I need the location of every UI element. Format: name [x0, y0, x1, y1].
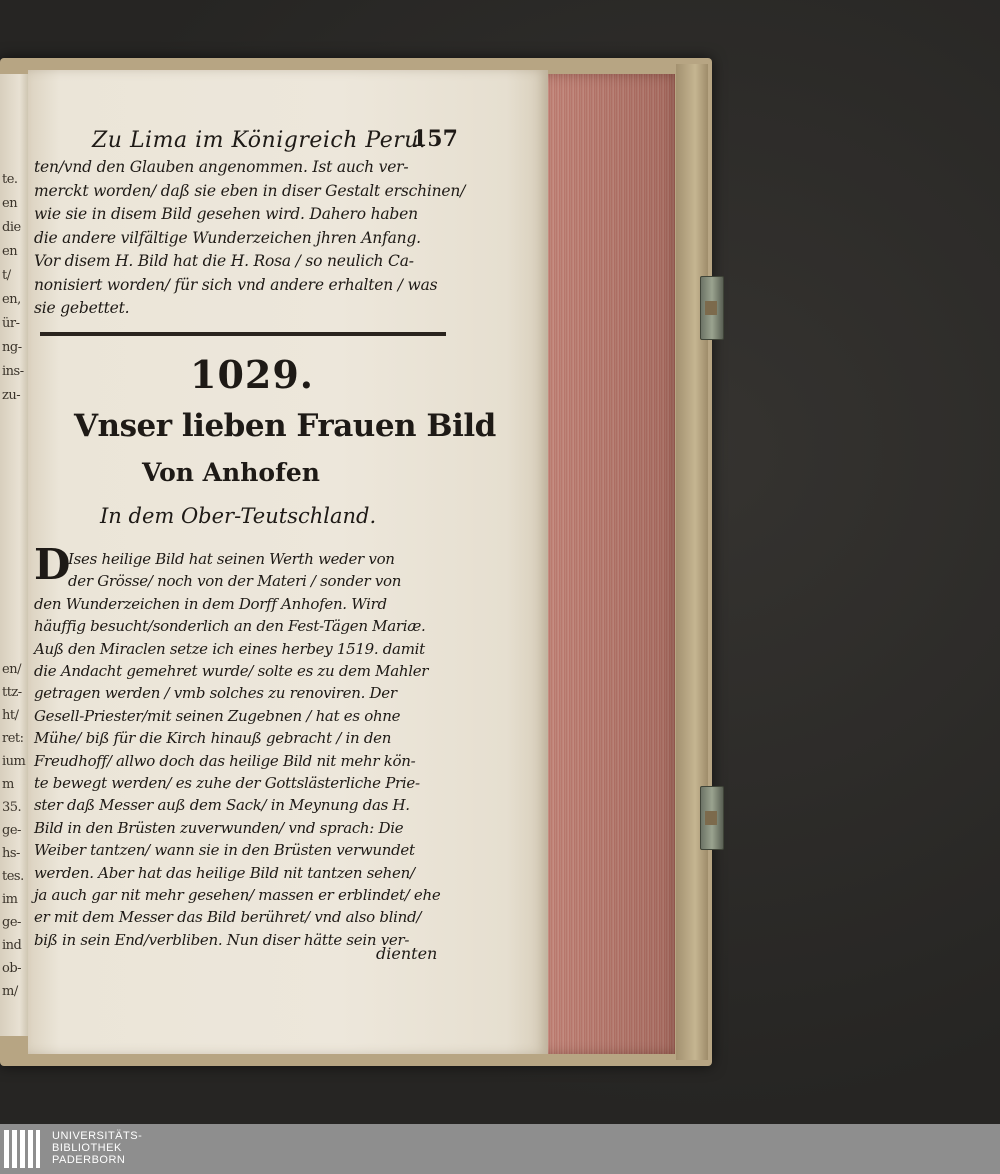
- text-line: te bewegt werden/ es zuhe der Gottslästerliche Prie-: [34, 774, 420, 792]
- text-line: nonisiert worden/ für sich vnd andere erhalten / was: [34, 275, 438, 294]
- left-page-fragment: m/: [2, 984, 18, 999]
- left-page-fragment: en: [2, 196, 18, 211]
- footer-bar: [0, 1124, 1000, 1174]
- section-divider: [40, 332, 446, 336]
- left-page-fragment: ttz-: [2, 685, 22, 700]
- left-page-fragment: hs-: [2, 846, 20, 861]
- left-page-fragment: ng-: [2, 340, 22, 355]
- text-line: wie sie in disem Bild gesehen wird. Dahero haben: [34, 205, 418, 223]
- text-line: merckt worden/ daß sie eben in diser Gestalt erschinen/: [34, 181, 466, 200]
- text-line: biß in sein End/verbliben. Nun diser hätte sein ver-: [34, 930, 410, 949]
- text-line: sie gebettet.: [34, 299, 130, 317]
- left-page-fragment: ge-: [2, 823, 21, 838]
- left-page-fragment: die: [2, 220, 21, 235]
- library-bars-logo-icon: [4, 1130, 46, 1168]
- text-line: Vor disem H. Bild hat die H. Rosa / so neulich Ca-: [34, 252, 414, 270]
- left-page-fragment: ür-: [2, 316, 20, 331]
- text-line: getragen werden / vmb solches zu renoviren. Der: [34, 684, 397, 703]
- text-line: Ises heilige Bild hat seinen Werth weder von: [68, 550, 395, 568]
- left-page-fragment: ium: [2, 754, 26, 769]
- left-page-fragment: tes.: [2, 869, 24, 884]
- left-page-fragment: 35.: [2, 800, 22, 815]
- left-page-fragment: en/: [2, 662, 21, 677]
- section-subtitle: Von Anhofen: [142, 458, 320, 487]
- text-line: Freudhoff/ allwo doch das heilige Bild nit mehr kön-: [34, 751, 416, 770]
- left-page-fragment: ind: [2, 938, 22, 953]
- text-line: Mühe/ biß für die Kirch hinauß gebracht / in den: [34, 729, 392, 748]
- catchword: dienten: [376, 944, 438, 963]
- left-page-fragment: m: [2, 777, 14, 792]
- left-page-fragment: ht/: [2, 708, 19, 723]
- left-page-fragment: ob-: [2, 961, 22, 976]
- library-name-line1: UNIVERSITÄTS-: [52, 1130, 143, 1142]
- left-page-fragment: zu-: [2, 388, 21, 403]
- library-name: [52, 1130, 142, 1166]
- upper-clasp: [700, 276, 724, 340]
- lower-clasp: [700, 786, 724, 850]
- text-line: ja auch gar nit mehr gesehen/ massen er erblindet/ ehe: [34, 886, 441, 904]
- text-line: den Wunderzeichen in dem Dorff Anhofen. Wird: [34, 594, 387, 613]
- section-location: In dem Ober-Teutschland.: [100, 504, 377, 528]
- text-line: häuffig besucht/sonderlich an den Fest-Tägen Mariæ.: [34, 617, 426, 636]
- text-line: Weiber tantzen/ wann sie in den Brüsten verwundet: [34, 841, 415, 860]
- library-name-line2: BIBLIOTHEK: [52, 1142, 122, 1154]
- text-line: ten/vnd den Glauben angenommen. Ist auch ver-: [34, 158, 409, 176]
- book-cover-edge: [676, 64, 708, 1060]
- text-line: Bild in den Brüsten zuverwunden/ vnd sprach: Die: [34, 818, 404, 837]
- left-page-sliver: [0, 74, 29, 1036]
- left-page-fragment: en,: [2, 292, 21, 307]
- text-line: die andere vilfältige Wunderzeichen jhren Anfang.: [34, 228, 421, 247]
- left-page-fragment: en: [2, 244, 18, 259]
- text-line: er mit dem Messer das Bild berühret/ vnd also blind/: [34, 908, 422, 927]
- left-page-fragment: t/: [2, 268, 11, 283]
- text-line: die Andacht gemehret wurde/ solte es zu dem Mahler: [34, 662, 429, 680]
- left-page-fragment: im: [2, 892, 18, 907]
- text-line: Auß den Miraclen setze ich eines herbey 1519. damit: [34, 639, 425, 658]
- text-line: der Grösse/ noch von der Materi / sonder von: [68, 572, 402, 591]
- left-page-fragment: ret:: [2, 731, 24, 746]
- text-line: Gesell-Priester/mit seinen Zugebnen / hat es ohne: [34, 706, 401, 725]
- left-page-fragment: ge-: [2, 915, 21, 930]
- left-page-fragment: ins-: [2, 364, 24, 379]
- section-number: 1029.: [190, 352, 314, 397]
- text-line: ster daß Messer auß dem Sack/ in Meynung das H.: [34, 796, 410, 815]
- section-title: Vnser lieben Frauen Bild: [74, 408, 496, 444]
- drop-cap: D: [34, 540, 71, 589]
- text-line: werden. Aber hat das heilige Bild nit tantzen sehen/: [34, 863, 415, 882]
- library-name-line3: PADERBORN: [52, 1154, 126, 1166]
- running-title: Zu Lima im Königreich Peru.: [92, 128, 427, 153]
- left-page-fragment: te.: [2, 172, 18, 187]
- page-number: 157: [412, 126, 458, 152]
